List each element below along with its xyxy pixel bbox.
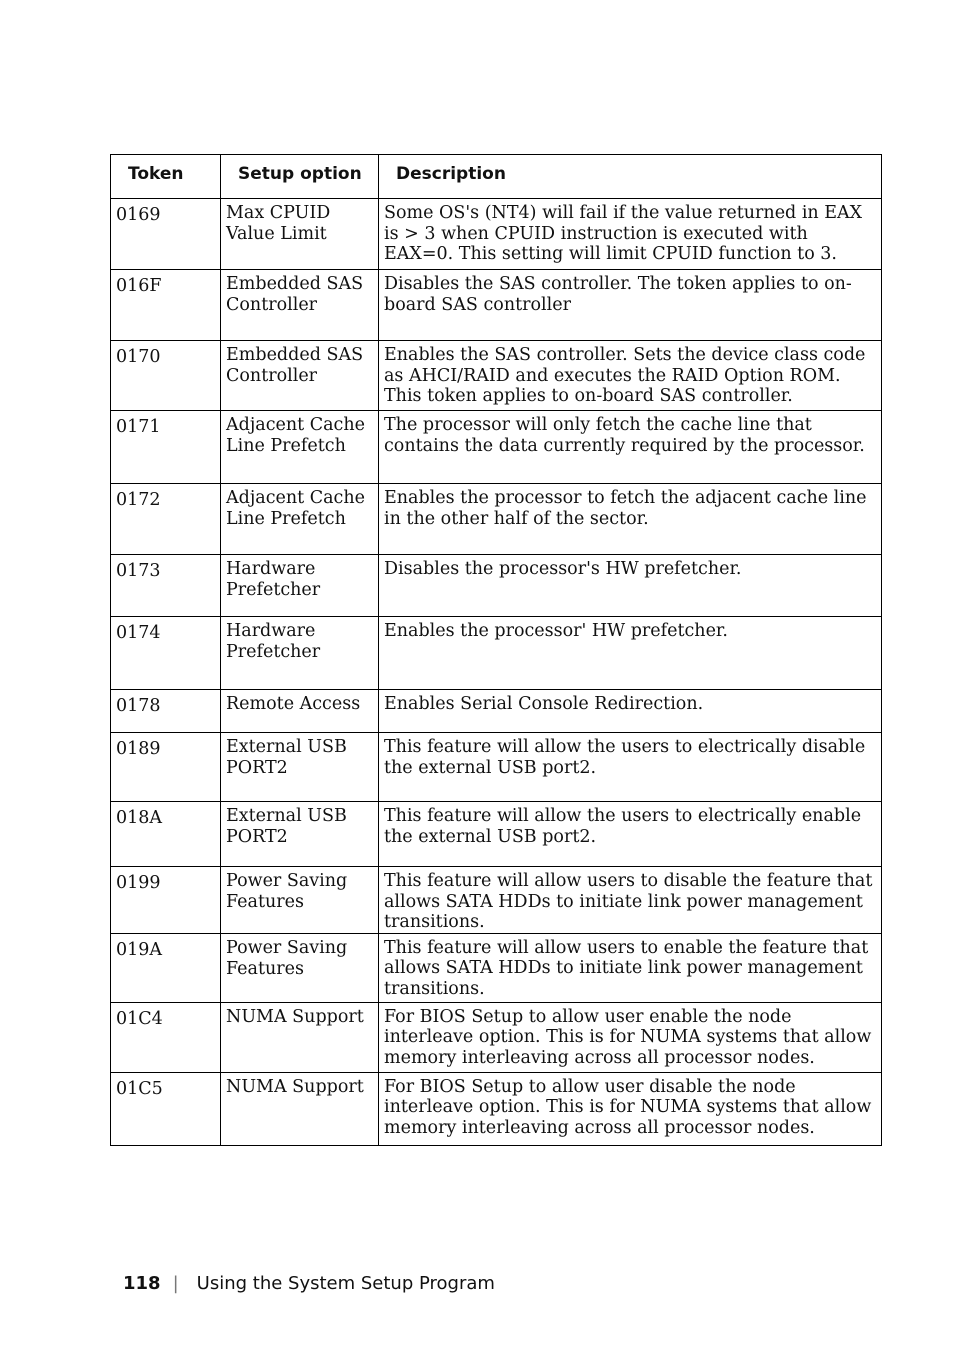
description-cell [379,199,882,270]
table-row [111,1002,882,1072]
description-cell [379,411,882,484]
setup-option-cell [221,867,379,934]
description-cell [379,733,882,802]
table-row [111,411,882,484]
token-cell [111,617,221,690]
description-cell [379,270,882,341]
token-cell-text: 01C4 [116,1008,163,1029]
description-cell [379,933,882,1002]
setup-option-cell [221,484,379,555]
token-cell-text: 018A [116,808,163,828]
token-cell [111,1072,221,1145]
table-row [111,484,882,555]
page-number: 118 [123,1273,161,1294]
description-cell-text: Enables Serial Console Redirection. [384,694,704,714]
setup-option-cell [221,341,379,411]
token-cell-text: 0199 [116,873,161,893]
setup-option-cell [221,270,379,341]
token-cell [111,484,221,555]
description-cell-text: This feature will allow the users to electrically disable the external USB port2. [384,737,866,778]
description-cell [379,867,882,934]
token-cell-text: 016F [116,276,162,296]
description-cell-text: The processor will only fetch the cache line that contains the data currently required by the processor. [384,415,865,456]
token-cell [111,555,221,617]
setup-option-cell [221,933,379,1002]
table-row [111,341,882,411]
token-cell [111,270,221,341]
table-row [111,555,882,617]
setup-option-cell-text: Adjacent Cache Line Prefetch [226,488,365,529]
token-cell [111,733,221,802]
header-description: Description [379,155,882,199]
token-cell [111,199,221,270]
description-cell-text: For BIOS Setup to allow user enable the node interleave option. This is for NUMA systems that allow memory interleaving across all processor nodes. [384,1006,872,1068]
table-row [111,867,882,934]
token-cell-text: 01C5 [116,1078,163,1099]
description-cell-text: Enables the processor to fetch the adjacent cache line in the other half of the sector. [384,488,867,529]
table-row [111,199,882,270]
token-cell-text: 0170 [116,347,161,367]
description-cell [379,1072,882,1145]
token-cell-text: 0169 [116,205,161,225]
setup-option-cell-text: NUMA Support [226,1006,364,1027]
token-cell [111,341,221,411]
description-cell-text: Disables the processor's HW prefetcher. [384,559,742,579]
token-cell-text: 0172 [116,490,161,510]
token-cell [111,411,221,484]
header-setup-option: Setup option [221,155,379,199]
description-cell-text: Some OS's (NT4) will fail if the value returned in EAX is > 3 when CPUID instruction is executed with EAX=0. This setting will limit CPUID function to 3. [384,203,863,264]
setup-option-cell-text: Adjacent Cache Line Prefetch [226,415,365,456]
header-token: Token [111,155,221,199]
token-cell [111,802,221,867]
description-cell [379,341,882,411]
description-cell-text: Enables the processor' HW prefetcher. [384,621,728,641]
table-body [111,199,882,1146]
description-cell [379,555,882,617]
footer-separator: | [172,1273,179,1294]
setup-option-cell [221,411,379,484]
table-row [111,733,882,802]
setup-option-cell [221,1002,379,1072]
description-cell [379,484,882,555]
setup-option-cell-text: Power Saving Features [226,937,348,979]
token-table [110,154,882,1146]
setup-option-cell [221,690,379,733]
setup-option-cell-text: Hardware Prefetcher [226,621,321,662]
description-cell-text: Disables the SAS controller. The token applies to on-board SAS controller [384,274,852,315]
token-cell-text: 0174 [116,623,161,643]
token-cell-text: 0189 [116,739,161,759]
table-row [111,617,882,690]
token-cell [111,867,221,934]
table-header-row [111,155,882,199]
token-cell-text: 019A [116,939,163,960]
footer-title: Using the System Setup Program [196,1273,495,1294]
description-cell-text: This feature will allow the users to electrically enable the external USB port2. [384,806,862,847]
token-cell-text: 0178 [116,696,161,716]
table-row [111,933,882,1002]
token-cell-text: 0173 [116,561,161,581]
description-cell-text: Enables the SAS controller. Sets the device class code as AHCI/RAID and executes the RAID Option ROM. This token applies to on-board SAS controller. [384,345,866,406]
setup-option-cell [221,1072,379,1145]
setup-option-cell-text: Embedded SAS Controller [226,274,364,315]
table-row [111,802,882,867]
setup-option-cell-text: NUMA Support [226,1076,364,1097]
setup-option-cell [221,802,379,867]
setup-option-cell-text: Remote Access [226,694,361,714]
page-footer [123,1273,495,1294]
setup-option-cell [221,617,379,690]
description-cell-text: This feature will allow users to enable the feature that allows SATA HDDs to initiate link power management transitions. [384,937,869,999]
setup-option-cell-text: Max CPUID Value Limit [226,203,331,244]
setup-option-cell-text: External USB PORT2 [226,806,347,847]
setup-option-cell-text: External USB PORT2 [226,737,347,778]
table-row [111,1072,882,1145]
setup-option-cell-text: Hardware Prefetcher [226,559,321,600]
token-cell [111,690,221,733]
setup-option-cell [221,555,379,617]
token-cell [111,933,221,1002]
description-cell [379,617,882,690]
setup-option-cell [221,199,379,270]
token-cell [111,1002,221,1072]
table-row [111,690,882,733]
setup-option-cell [221,733,379,802]
description-cell [379,690,882,733]
token-cell-text: 0171 [116,417,161,437]
setup-option-cell-text: Embedded SAS Controller [226,345,364,386]
setup-option-cell-text: Power Saving Features [226,871,348,912]
description-cell [379,1002,882,1072]
description-cell [379,802,882,867]
description-cell-text: For BIOS Setup to allow user disable the node interleave option. This is for NUMA systems that allow memory interleaving across all processor nodes. [384,1076,872,1138]
table-row [111,270,882,341]
description-cell-text: This feature will allow users to disable the feature that allows SATA HDDs to initiate link power management transitions. [384,871,873,932]
